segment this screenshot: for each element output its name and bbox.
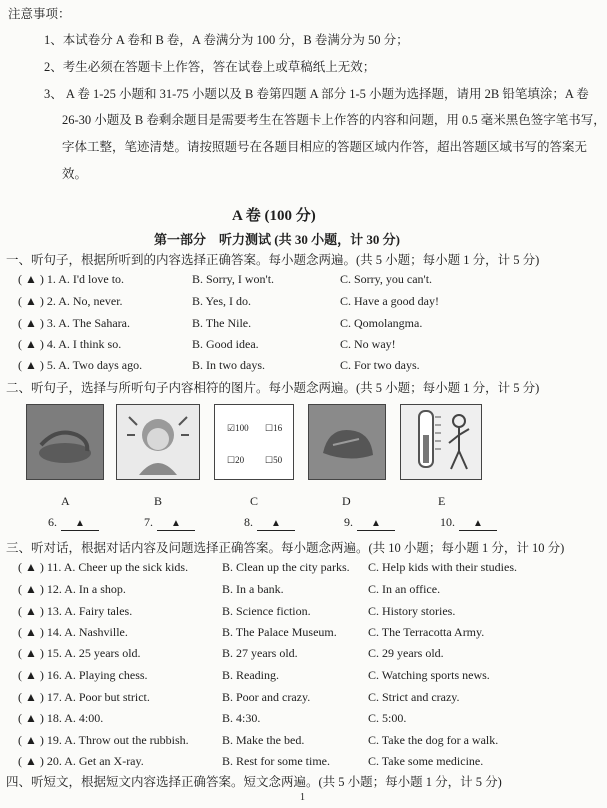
section-1-q2-option-c: C. Have a good day! bbox=[340, 294, 439, 308]
section-3-instruction: 三、听对话，根据对话内容及问题选择正确答案。每小题念两遍。(共 10 小题；每小题 1 分，计 10 分) bbox=[6, 541, 565, 555]
picture-label-c: C bbox=[250, 494, 259, 508]
section-1-q4-option-a: ( ▲ ) 4. A. I think so. bbox=[18, 337, 122, 351]
section-3-q13-option-b: B. Science fiction. bbox=[222, 604, 311, 618]
answer-blank-10 bbox=[440, 515, 497, 531]
triangle-icon: ▲ bbox=[171, 518, 181, 529]
section-3-q15-option-a: ( ▲ ) 15. A. 25 years old. bbox=[18, 646, 141, 660]
section-3-q11-option-b: B. Clean up the city parks. bbox=[222, 560, 350, 574]
picture-a-car-and-gray-scene bbox=[26, 404, 104, 480]
triangle-icon: ▲ bbox=[371, 518, 381, 529]
section-3-q12-option-a: ( ▲ ) 12. A. In a shop. bbox=[18, 582, 126, 596]
notice-item-3-line-1: 3、 A 卷 1-25 小题和 31-75 小题以及 B 卷第四题 A 部分 1-5 小题为选择题，请用 2B 铅笔填涂；A 卷 bbox=[44, 87, 589, 101]
section-1-q1-option-c: C. Sorry, you can't. bbox=[340, 272, 433, 286]
answer-blank-8 bbox=[244, 515, 295, 531]
section-1-q5-option-a: ( ▲ ) 5. A. Two days ago. bbox=[18, 358, 143, 372]
picture-label-b: B bbox=[154, 494, 163, 508]
picture-label-e: E bbox=[438, 494, 446, 508]
section-3-q19-option-c: C. Take the dog for a walk. bbox=[368, 733, 499, 747]
section-1-q3-option-a: ( ▲ ) 3. A. The Sahara. bbox=[18, 316, 130, 330]
blank-number: 8. bbox=[244, 515, 253, 529]
option-50: ☐50 bbox=[265, 455, 283, 465]
notice-heading: 注意事项： bbox=[8, 7, 71, 21]
picture-b-angry-girl bbox=[116, 404, 200, 480]
notice-item-3-line-4: 效。 bbox=[62, 167, 88, 181]
page-number: 1 bbox=[300, 792, 305, 803]
section-3-q12-option-b: B. In a bank. bbox=[222, 582, 284, 596]
picture-label-d: D bbox=[342, 494, 351, 508]
blank-number: 6. bbox=[48, 515, 57, 529]
section-3-q14-option-b: B. The Palace Museum. bbox=[222, 625, 337, 639]
section-3-q18-option-a: ( ▲ ) 18. A. 4:00. bbox=[18, 711, 104, 725]
section-3-q16-option-b: B. Reading. bbox=[222, 668, 279, 682]
picture-e-thermometer-and-person bbox=[400, 404, 482, 480]
section-3-q11-option-c: C. Help kids with their studies. bbox=[368, 560, 517, 574]
section-3-q14-option-c: C. The Terracotta Army. bbox=[368, 625, 485, 639]
blank-triangle-mark bbox=[157, 515, 195, 531]
section-1-q4-option-c: C. No way! bbox=[340, 337, 396, 351]
section-3-q17-option-a: ( ▲ ) 17. A. Poor but strict. bbox=[18, 690, 150, 704]
blank-number: 10. bbox=[440, 515, 455, 529]
section-3-q14-option-a: ( ▲ ) 14. A. Nashville. bbox=[18, 625, 128, 639]
section-3-q13-option-c: C. History stories. bbox=[368, 604, 456, 618]
picture-label-a: A bbox=[61, 494, 70, 508]
section-3-q15-option-c: C. 29 years old. bbox=[368, 646, 444, 660]
section-1-q5-option-c: C. For two days. bbox=[340, 358, 420, 372]
section-1-q3-option-b: B. The Nile. bbox=[192, 316, 252, 330]
blank-triangle-mark bbox=[61, 515, 99, 531]
section-3-q20-option-c: C. Take some medicine. bbox=[368, 754, 484, 768]
paper-title: A 卷 (100 分) bbox=[232, 208, 316, 224]
blank-triangle-mark bbox=[459, 515, 497, 531]
section-3-q17-option-c: C. Strict and crazy. bbox=[368, 690, 460, 704]
blank-number: 7. bbox=[144, 515, 153, 529]
option-100: ☑100 bbox=[227, 423, 249, 433]
section-3-q15-option-b: B. 27 years old. bbox=[222, 646, 298, 660]
answer-blank-7 bbox=[144, 515, 195, 531]
section-3-q16-option-a: ( ▲ ) 16. A. Playing chess. bbox=[18, 668, 148, 682]
section-3-q13-option-a: ( ▲ ) 13. A. Fairy tales. bbox=[18, 604, 133, 618]
section-3-q18-option-b: B. 4:30. bbox=[222, 711, 261, 725]
notice-item-1: 1、本试卷分 A 卷和 B 卷，A 卷满分为 100 分，B 卷满分为 50 分； bbox=[44, 33, 409, 47]
section-1-q1-option-a: ( ▲ ) 1. A. I'd love to. bbox=[18, 272, 125, 286]
section-2-instruction: 二、听句子，选择与所听句子内容相符的图片。每小题念两遍。(共 5 小题；每小题 1 分，计 5 分) bbox=[6, 381, 540, 395]
answer-blank-9 bbox=[344, 515, 395, 531]
notice-item-3-line-2: 26-30 小题及 B 卷剩余题目是需要考生在答题卡上作答的内容和问题，用 0.5 毫米黑色签字笔书写， bbox=[62, 113, 606, 127]
section-3-q11-option-a: ( ▲ ) 11. A. Cheer up the sick kids. bbox=[18, 560, 189, 574]
section-3-q20-option-b: B. Rest for some time. bbox=[222, 754, 330, 768]
section-1-instruction: 一、听句子，根据所听到的内容选择正确答案。每小题念两遍。(共 5 小题；每小题 1 分，计 5 分) bbox=[6, 253, 540, 267]
section-3-q18-option-c: C. 5:00. bbox=[368, 711, 407, 725]
blank-triangle-mark bbox=[357, 515, 395, 531]
option-16: ☐16 bbox=[265, 423, 283, 433]
triangle-icon: ▲ bbox=[473, 518, 483, 529]
section-3-q19-option-b: B. Make the bed. bbox=[222, 733, 305, 747]
picture-c-checkbox-options bbox=[214, 404, 294, 480]
section-3-q16-option-c: C. Watching sports news. bbox=[368, 668, 490, 682]
triangle-icon: ▲ bbox=[75, 518, 85, 529]
section-1-q2-option-a: ( ▲ ) 2. A. No, never. bbox=[18, 294, 123, 308]
section-4-instruction: 四、听短文，根据短文内容选择正确答案。短文念两遍。(共 5 小题；每小题 1 分，计 5 分) bbox=[6, 775, 502, 789]
section-3-q19-option-a: ( ▲ ) 19. A. Throw out the rubbish. bbox=[18, 733, 189, 747]
option-20: ☐20 bbox=[227, 455, 245, 465]
notice-item-2: 2、考生必须在答题卡上作答，答在试卷上或草稿纸上无效； bbox=[44, 60, 376, 74]
section-1-q5-option-b: B. In two days. bbox=[192, 358, 265, 372]
blank-triangle-mark bbox=[257, 515, 295, 531]
section-3-q20-option-a: ( ▲ ) 20. A. Get an X-ray. bbox=[18, 754, 144, 768]
section-1-q1-option-b: B. Sorry, I won't. bbox=[192, 272, 275, 286]
section-3-q17-option-b: B. Poor and crazy. bbox=[222, 690, 311, 704]
part-title: 第一部分 听力测试 (共 30 小题，计 30 分) bbox=[154, 232, 400, 247]
notice-item-3-line-3: 字体工整，笔迹清楚。请按照题号在各题目相应的答题区域内作答，超出答题区域书写的答案无 bbox=[62, 140, 588, 154]
section-1-q4-option-b: B. Good idea. bbox=[192, 337, 259, 351]
section-1-q2-option-b: B. Yes, I do. bbox=[192, 294, 252, 308]
picture-d-shoe bbox=[308, 404, 386, 480]
triangle-icon: ▲ bbox=[271, 518, 281, 529]
section-1-q3-option-c: C. Qomolangma. bbox=[340, 316, 423, 330]
blank-number: 9. bbox=[344, 515, 353, 529]
section-3-q12-option-c: C. In an office. bbox=[368, 582, 441, 596]
answer-blank-6 bbox=[48, 515, 99, 531]
